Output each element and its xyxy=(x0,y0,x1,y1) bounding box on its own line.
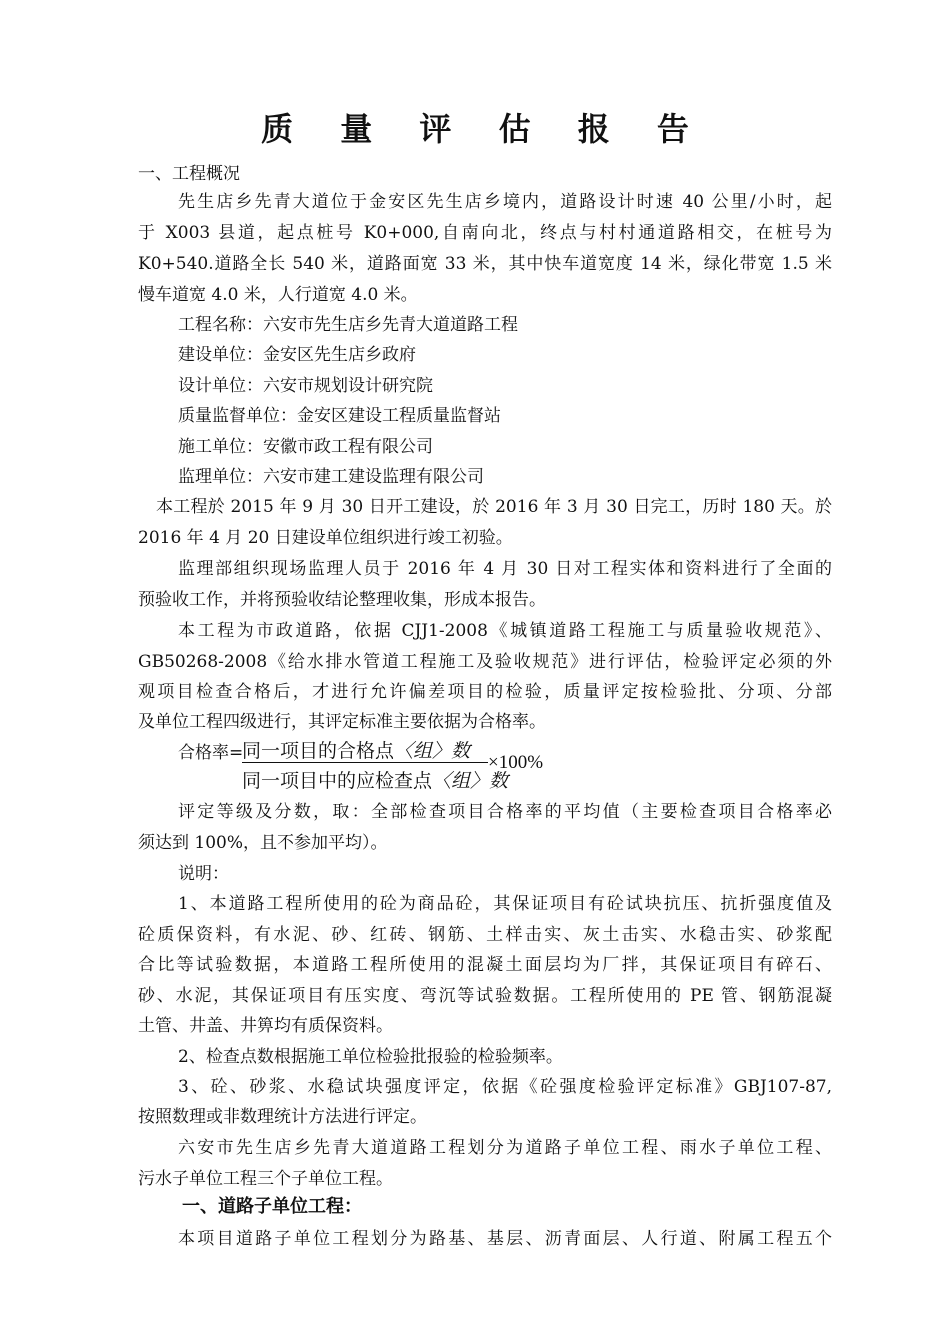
note2-line: 2、检查点数根据施工单位检验批报验的检验频率。 xyxy=(178,1047,563,1067)
acceptance-line: 预验收工作，并将预验收结论整理收集，形成本报告。 xyxy=(138,590,546,610)
note1-line: 砂、水泥，其保证项目有压实度、弯沉等试验数据。工程所使用的 PE 管、钢筋混凝 xyxy=(138,986,832,1006)
pass-rate-formula xyxy=(178,736,638,792)
schedule-line: 本工程於 2015 年 9 月 30 日开工建设，於 2016 年 3 月 30 日完工，历时 180 天。於 xyxy=(156,497,832,517)
basis-line: GB50268-2008《给水排水管道工程施工及验收规范》进行评估，检验评定必须的外 xyxy=(138,652,832,672)
grading-line: 评定等级及分数，取：全部检查项目合格率的平均值（主要检查项目合格率必 xyxy=(178,802,832,822)
division-line: 污水子单位工程三个子单位工程。 xyxy=(138,1169,393,1189)
division-line: 六安市先生店乡先青大道道路工程划分为道路子单位工程、雨水子单位工程、 xyxy=(178,1138,832,1158)
info-builder: 建设单位：金安区先生店乡政府 xyxy=(178,345,416,365)
overview-line: 先生店乡先青大道位于金安区先生店乡境内，道路设计时速 40 公里/小时，起 xyxy=(178,192,832,212)
road-subunit-line: 本项目道路子单位工程划分为路基、基层、沥青面层、人行道、附属工程五个 xyxy=(178,1229,832,1249)
overview-line: 于 X003 县道，起点桩号 K0+000,自南向北，终点与村村通道路相交，在桩号为 xyxy=(138,223,832,243)
note1-line: 土管、井盖、井箅均有质保资料。 xyxy=(138,1016,393,1036)
note1-line: 合比等试验数据，本道路工程所使用的混凝土面层均为厂拌，其保证项目有碎石、 xyxy=(138,955,832,975)
acceptance-line: 监理部组织现场监理人员于 2016 年 4 月 30 日对工程实体和资料进行了全面的 xyxy=(178,559,832,579)
formula-denominator: 同一项目中的应检查点〈组〉数 xyxy=(242,771,509,792)
formula-numerator: 同一项目的合格点〈组〉数 xyxy=(242,741,471,762)
notes-heading: 说明： xyxy=(178,864,229,884)
note1-line: 砼质保资料，有水泥、砂、红砖、钢筋、土样击实、灰土击实、水稳击实、砂浆配 xyxy=(138,925,832,945)
report-title: 质 量 评 估 报 告 xyxy=(261,110,707,148)
info-supervisor: 监理单位：六安市建工建设监理有限公司 xyxy=(178,467,484,487)
formula-label: 合格率= xyxy=(178,743,244,763)
basis-line: 本工程为市政道路，依据 CJJ1-2008《城镇道路工程施工与质量验收规范》、 xyxy=(178,621,832,641)
overview-line: 慢车道宽 4.0 米，人行道宽 4.0 米。 xyxy=(138,285,418,305)
info-contractor: 施工单位：安徽市政工程有限公司 xyxy=(178,437,433,457)
grading-line: 须达到 100%，且不参加平均）。 xyxy=(138,833,388,853)
fraction-bar xyxy=(242,762,488,763)
overview-line: K0+540.道路全长 540 米，道路面宽 33 米，其中快车道宽度 14 米，绿化带宽 1.5 米 xyxy=(138,254,832,274)
note3-line: 3、砼、砂浆、水稳试块强度评定，依据《砼强度检验评定标准》GBJ107-87, xyxy=(178,1077,832,1097)
info-supervision-station: 质量监督单位：金安区建设工程质量监督站 xyxy=(178,406,501,426)
info-designer: 设计单位：六安市规划设计研究院 xyxy=(178,376,433,396)
note3-line: 按照数理或非数理统计方法进行评定。 xyxy=(138,1107,427,1127)
info-project-name: 工程名称：六安市先生店乡先青大道道路工程 xyxy=(178,315,518,335)
road-subunit-heading: 一、道路子单位工程： xyxy=(182,1196,362,1217)
section-heading-overview: 一、工程概况 xyxy=(138,164,240,184)
note1-line: 1、本道路工程所使用的砼为商品砼，其保证项目有砼试块抗压、抗折强度值及 xyxy=(178,894,832,914)
formula-multiplier: ×100% xyxy=(488,752,544,773)
schedule-line: 2016 年 4 月 20 日建设单位组织进行竣工初验。 xyxy=(138,528,513,548)
basis-line: 观项目检查合格后，才进行允许偏差项目的检验，质量评定按检验批、分项、分部 xyxy=(138,682,832,702)
basis-line: 及单位工程四级进行，其评定标准主要依据为合格率。 xyxy=(138,712,546,732)
